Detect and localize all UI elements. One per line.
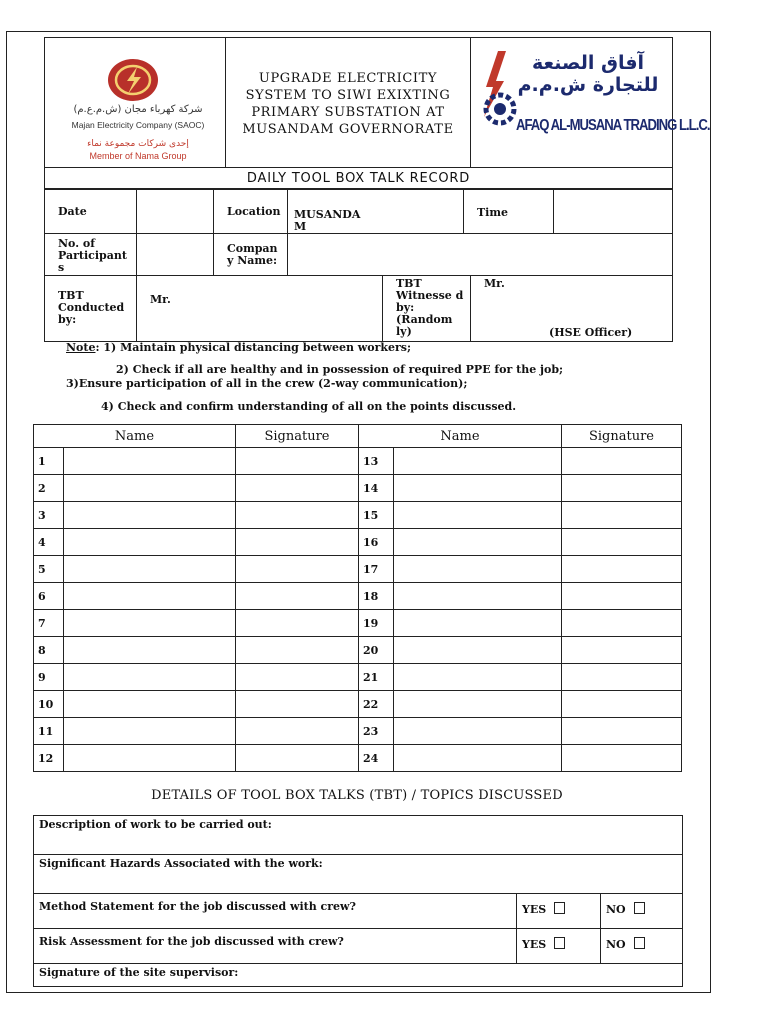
participant-signature-field[interactable]: [562, 691, 682, 718]
signature-header-right: Signature: [562, 425, 682, 448]
participant-signature-field[interactable]: [562, 529, 682, 556]
description-row: [34, 816, 683, 855]
tbt-details-title: DETAILS OF TOOL BOX TALKS (TBT) / TOPICS DISCUSSED: [151, 788, 563, 803]
participant-signature-field[interactable]: [236, 529, 359, 556]
participant-signature-field[interactable]: [236, 448, 359, 475]
participants-table: [33, 424, 682, 772]
participant-row: [34, 448, 682, 475]
participants-body: [34, 448, 682, 772]
note-line-1-text: : 1) Maintain physical distancing between workers;: [95, 341, 412, 354]
participant-number-right: 15: [359, 502, 394, 529]
participant-row: [34, 664, 682, 691]
participant-signature-field[interactable]: [236, 691, 359, 718]
participant-signature-field[interactable]: [562, 664, 682, 691]
name-header-left: Name: [34, 425, 236, 448]
note-line-2: 2) Check if all are healthy and in possession of required PPE for the job;: [116, 363, 564, 376]
name-header-right: Name: [359, 425, 562, 448]
description-label: Description of work to be carried out:: [39, 818, 272, 831]
participant-signature-field[interactable]: [562, 718, 682, 745]
majan-arabic-name: شركة كهرباء مجان (ش.م.ع.م): [73, 104, 203, 115]
date-label: Date: [44, 189, 137, 234]
participant-number-right: 19: [359, 610, 394, 637]
participant-signature-field[interactable]: [236, 502, 359, 529]
participant-number-right: 23: [359, 718, 394, 745]
participants-label: No. of Participant s: [44, 233, 137, 276]
participant-number-right: 16: [359, 529, 394, 556]
method-label: Method Statement for the job discussed with crew?: [34, 894, 517, 929]
risk-yes-label: YES: [522, 938, 547, 951]
participant-number-left: 3: [34, 502, 64, 529]
participants-header-row: [34, 425, 682, 448]
witnessed-role: (HSE Officer): [549, 326, 633, 339]
participant-row: [34, 718, 682, 745]
participant-name-field[interactable]: [64, 610, 236, 637]
participant-signature-field[interactable]: [236, 583, 359, 610]
participant-row: [34, 610, 682, 637]
project-title-line: SYSTEM TO SIWI EXIXTING: [245, 88, 451, 103]
participant-number-left: 9: [34, 664, 64, 691]
supervisor-row: [34, 964, 683, 987]
participant-number-right: 20: [359, 637, 394, 664]
participant-name-field[interactable]: [64, 529, 236, 556]
method-yes-checkbox[interactable]: [554, 902, 565, 914]
participant-name-field[interactable]: [64, 745, 236, 772]
participant-row: [34, 691, 682, 718]
participant-number-left: 8: [34, 637, 64, 664]
participant-name-field[interactable]: [394, 556, 562, 583]
participant-name-field[interactable]: [394, 745, 562, 772]
majan-member-arabic: إحدى شركات مجموعة نماء: [87, 139, 189, 149]
hazards-label: Significant Hazards Associated with the work:: [39, 857, 323, 870]
participant-row: [34, 529, 682, 556]
participant-row: [34, 475, 682, 502]
tbt-details-table: [33, 815, 683, 987]
participant-signature-field[interactable]: [562, 610, 682, 637]
participant-signature-field[interactable]: [562, 637, 682, 664]
participant-number-left: 5: [34, 556, 64, 583]
participant-number-left: 12: [34, 745, 64, 772]
participant-row: [34, 637, 682, 664]
project-title: [226, 70, 470, 138]
hazards-field[interactable]: [34, 855, 683, 894]
participant-number-left: 6: [34, 583, 64, 610]
participant-name-field[interactable]: [394, 502, 562, 529]
participant-name-field[interactable]: [64, 664, 236, 691]
description-field[interactable]: [34, 816, 683, 855]
participant-name-field[interactable]: [64, 448, 236, 475]
risk-no-cell[interactable]: [601, 929, 683, 964]
participant-name-field[interactable]: [64, 637, 236, 664]
risk-yes-cell[interactable]: [517, 929, 601, 964]
participant-name-field[interactable]: [64, 475, 236, 502]
participant-number-right: 21: [359, 664, 394, 691]
participant-row: [34, 583, 682, 610]
participant-number-right: 18: [359, 583, 394, 610]
participant-signature-field[interactable]: [236, 556, 359, 583]
participant-number-right: 14: [359, 475, 394, 502]
note-line-4: 4) Check and confirm understanding of all on the points discussed.: [101, 400, 517, 413]
risk-row: [34, 929, 683, 964]
witnessed-field[interactable]: [470, 275, 673, 342]
supervisor-label: Signature of the site supervisor:: [39, 966, 239, 979]
method-no-cell[interactable]: [601, 894, 683, 929]
note-line-3: 3)Ensure participation of all in the crew (2-way communication);: [66, 377, 468, 390]
participant-row: [34, 556, 682, 583]
hazards-row: [34, 855, 683, 894]
method-yes-label: YES: [522, 903, 547, 916]
majan-english-name: Majan Electricity Company (SAOC): [71, 120, 205, 130]
participant-row: [34, 502, 682, 529]
participant-name-field[interactable]: [394, 637, 562, 664]
participant-name-field[interactable]: [64, 502, 236, 529]
participant-number-right: 17: [359, 556, 394, 583]
location-label: Location: [213, 189, 288, 234]
note-label: Note: [66, 341, 96, 354]
conducted-field[interactable]: [136, 275, 383, 342]
project-title-line: PRIMARY SUBSTATION AT: [251, 105, 445, 120]
majan-member-english: Member of Nama Group: [89, 151, 187, 161]
participant-number-right: 24: [359, 745, 394, 772]
note-line-1: [66, 341, 411, 354]
majan-logo-icon: [108, 59, 158, 101]
participant-number-left: 7: [34, 610, 64, 637]
participant-name-field[interactable]: [394, 583, 562, 610]
participant-name-field[interactable]: [394, 691, 562, 718]
participant-signature-field[interactable]: [236, 610, 359, 637]
participant-number-left: 1: [34, 448, 64, 475]
afaq-arabic-name: آفاق الصنعة للتجارة ش.م.م: [517, 52, 659, 96]
conducted-value: Mr.: [150, 293, 171, 306]
risk-label: Risk Assessment for the job discussed with crew?: [34, 929, 517, 964]
risk-no-label: NO: [606, 938, 626, 951]
method-row: [34, 894, 683, 929]
date-field[interactable]: [136, 189, 214, 234]
participant-signature-field[interactable]: [236, 637, 359, 664]
conducted-label: TBT Conducted by:: [44, 275, 137, 342]
project-title-line: UPGRADE ELECTRICITY: [258, 71, 438, 86]
participant-name-field[interactable]: [64, 691, 236, 718]
participant-name-field[interactable]: [394, 475, 562, 502]
witnessed-value: Mr.: [484, 277, 505, 290]
participant-number-left: 4: [34, 529, 64, 556]
participant-number-right: 22: [359, 691, 394, 718]
header-divider-right: [470, 37, 471, 168]
participant-signature-field[interactable]: [562, 745, 682, 772]
participant-signature-field[interactable]: [562, 583, 682, 610]
risk-yes-checkbox[interactable]: [554, 937, 565, 949]
time-label: Time: [463, 189, 554, 234]
signature-header-left: Signature: [236, 425, 359, 448]
time-field[interactable]: [553, 189, 673, 234]
record-title: DAILY TOOL BOX TALK RECORD: [44, 168, 673, 189]
participant-name-field[interactable]: [394, 448, 562, 475]
participants-field[interactable]: [136, 233, 214, 276]
participant-signature-field[interactable]: [562, 556, 682, 583]
afaq-english-name: AFAQ AL-MUSANA TRADING L.L.C.: [516, 117, 710, 134]
company-field[interactable]: [287, 233, 673, 276]
method-no-checkbox[interactable]: [634, 902, 645, 914]
supervisor-field[interactable]: [34, 964, 683, 987]
method-no-label: NO: [606, 903, 626, 916]
participant-name-field[interactable]: [64, 583, 236, 610]
participant-number-left: 10: [34, 691, 64, 718]
participant-name-field[interactable]: [64, 556, 236, 583]
participant-signature-field[interactable]: [562, 475, 682, 502]
participant-signature-field[interactable]: [562, 502, 682, 529]
participant-signature-field[interactable]: [236, 745, 359, 772]
risk-no-checkbox[interactable]: [634, 937, 645, 949]
participant-signature-field[interactable]: [562, 448, 682, 475]
participant-signature-field[interactable]: [236, 718, 359, 745]
participant-name-field[interactable]: [394, 718, 562, 745]
participant-name-field[interactable]: [64, 718, 236, 745]
participant-signature-field[interactable]: [236, 475, 359, 502]
participant-name-field[interactable]: [394, 529, 562, 556]
participant-number-left: 2: [34, 475, 64, 502]
participant-row: [34, 745, 682, 772]
participant-name-field[interactable]: [394, 610, 562, 637]
location-field[interactable]: [287, 189, 464, 234]
participant-signature-field[interactable]: [236, 664, 359, 691]
location-value: MUSANDA M: [294, 208, 361, 233]
project-title-line: MUSANDAM GOVERNORATE: [242, 122, 454, 137]
participant-name-field[interactable]: [394, 664, 562, 691]
company-label: Compan y Name:: [213, 233, 288, 276]
participant-number-right: 13: [359, 448, 394, 475]
method-yes-cell[interactable]: [517, 894, 601, 929]
participant-number-left: 11: [34, 718, 64, 745]
witnessed-label: TBT Witnesse d by: (Random ly): [382, 275, 471, 342]
